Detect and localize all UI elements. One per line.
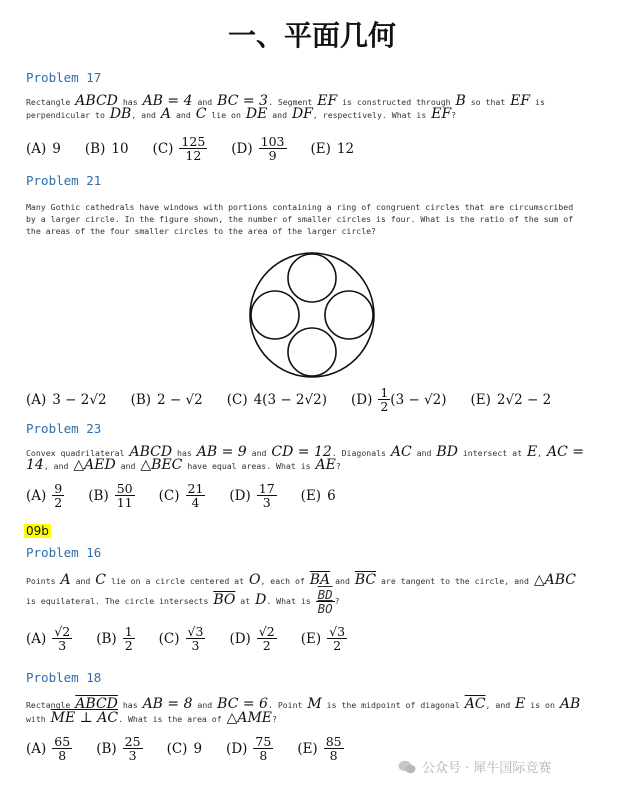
small-circle-right [325,291,373,339]
answer-choice-d: (D) $\frac{1}{2}$ (3 − √2) [350,385,447,414]
answer-choice-c: (C) 4(3 − 2√2) [226,391,327,408]
problem-23-header: Problem 23 [26,421,102,436]
wechat-watermark [398,757,551,776]
answer-choice-a: (A) $\frac{65}{8}$ [26,734,71,763]
small-circle-top [288,254,336,302]
answer-choice-d: (D) $\frac{103}{9}$ [231,134,285,163]
answer-choice-b: (B) $\frac{50}{11}$ [88,481,133,510]
problem-16-header: Problem 16 [26,545,102,560]
large-circle [250,253,374,377]
circles-figure [247,250,377,380]
answer-choice-e: (E) $\frac{√3}{2}$ [300,624,346,653]
problem-21-choices [26,386,575,413]
answer-choice-b: (B) $\frac{1}{2}$ [96,624,133,653]
problem-16-text: Points A and C lie on a circle centered at O, each of $\overline{BA}$ and $\overline{BC}$ are tangent to the circle, and △ABC is equilateral. The circle intersects $\overline{BO}$ at D. What is $\frac{\overline{BD}}{BO}$ ? [26,572,576,616]
problem-17-text: Rectangle ABCD has AB = 4 and BC = 3. Segment EF is constructed through B so that EF is perpendicular to DB, and A and C lie on DE and DF, respectively. What is EF? [26,93,545,122]
answer-choice-b: (B) $\frac{25}{3}$ [96,734,141,763]
problem-18-text: Rectangle ABCD has AB = 8 and BC = 6. Point M is the midpoint of diagonal $\overline{AC}$, and E is on AB with ME ⊥ AC. What is the area of △AME? [26,696,581,726]
problem-17-header: Problem 17 [26,70,102,85]
answer-choice-e: (E) 12 [310,140,355,157]
answer-choice-b: (B) 10 [84,140,129,157]
problem-23-choices [26,482,360,509]
answer-choice-c: (C) 9 [166,740,203,757]
answer-choice-d: (D) $\frac{√2}{2}$ [229,624,275,653]
answer-choice-a: (A) 3 − 2√2 [26,391,107,408]
small-circle-left [251,291,299,339]
page-title: 一、平面几何 [227,19,396,52]
wechat-icon [398,760,416,774]
problem-18-choices [26,735,368,762]
answer-choice-e: (E) $\frac{85}{8}$ [297,734,342,763]
answer-choice-a: (A) $\frac{√2}{3}$ [26,624,71,653]
answer-choice-c: (C) $\frac{21}{4}$ [158,481,204,510]
problem-23-text: Convex quadrilateral ABCD has AB = 9 and CD = 12. Diagonals AC and BD intersect at E, AC = 14, and △AED and △BEC have equal areas. What is AE? [26,444,585,473]
problem-17-choices [26,135,378,162]
answer-choice-d: (D) $\frac{17}{3}$ [229,481,275,510]
answer-choice-e: (E) 2√2 − 2 [470,391,552,408]
answer-choice-c: (C) $\frac{125}{12}$ [152,134,206,163]
answer-choice-c: (C) $\frac{√3}{3}$ [158,624,204,653]
problem-16-choices [26,625,371,652]
problem-21-header: Problem 21 [26,173,102,188]
problem-18-header: Problem 18 [26,670,102,685]
section-badge: 09b [26,524,49,538]
answer-choice-b: (B) 2 − √2 [130,391,203,408]
small-circle-bottom [288,328,336,376]
problem-21-text: Many Gothic cathedrals have windows with portions containing a ring of congruent circles that are circumscribed by a larger circle. In the figure shown, the number of smaller circles is four. What is the ratio of the sum of the areas of the four smaller circles to the area of the larger circle? [26,202,574,236]
watermark-text: 公众号 · 犀牛国际竞赛 [422,761,552,776]
answer-choice-a: (A) 9 [26,140,61,157]
answer-choice-d: (D) $\frac{75}{8}$ [226,734,272,763]
answer-choice-a: (A) $\frac{9}{2}$ [26,481,63,510]
answer-choice-e: (E) 6 [300,487,336,504]
